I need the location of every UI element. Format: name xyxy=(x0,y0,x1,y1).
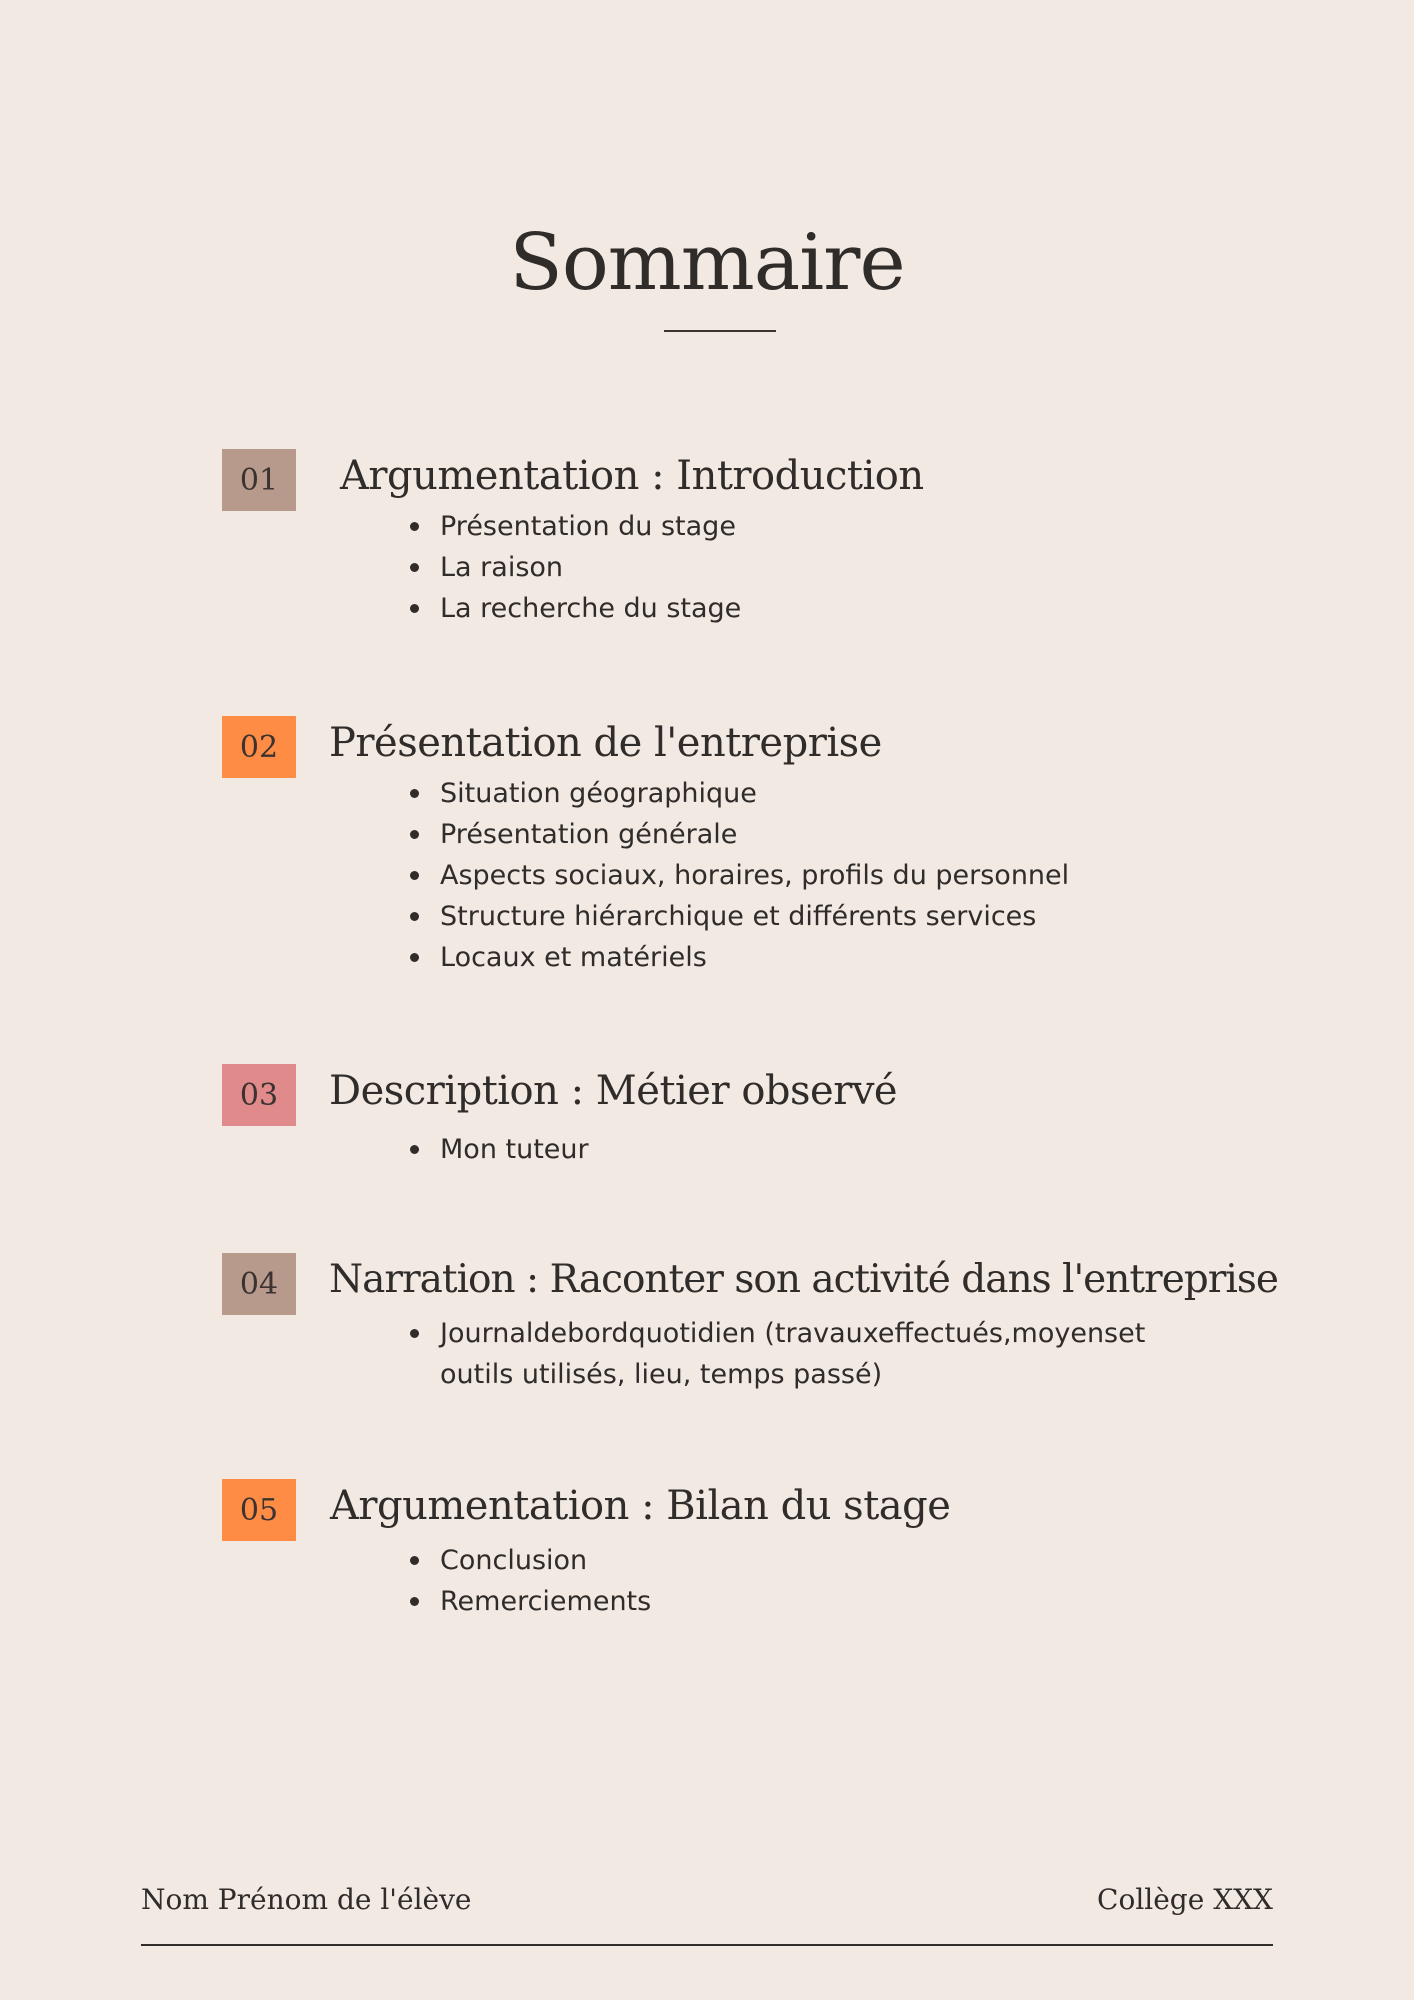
section-number: 05 xyxy=(239,1492,279,1528)
section-title: Présentation de l'entreprise xyxy=(329,720,882,766)
section-number-box xyxy=(222,1064,296,1126)
section-items xyxy=(410,1313,1145,1395)
section-number-box xyxy=(222,1253,296,1315)
student-name: Nom Prénom de l'élève xyxy=(141,1883,472,1916)
toc-section-4 xyxy=(222,1253,1302,1403)
section-items xyxy=(410,506,741,629)
list-item: Situation géographique xyxy=(410,773,1069,814)
toc-section-2 xyxy=(222,716,1302,996)
section-title: Argumentation : Bilan du stage xyxy=(330,1483,951,1529)
toc-section-5 xyxy=(222,1479,1302,1629)
list-item: Journaldebordquotidien (travauxeffectués,moyenset xyxy=(410,1313,1145,1354)
toc-section-1 xyxy=(222,449,1302,639)
list-item: Conclusion xyxy=(410,1540,651,1581)
section-items xyxy=(410,1540,651,1622)
list-item: Structure hiérarchique et différents services xyxy=(410,896,1069,937)
section-items xyxy=(410,1129,589,1170)
section-number-box xyxy=(222,1479,296,1541)
section-title: Narration : Raconter son activité dans l'entreprise xyxy=(329,1257,1278,1302)
list-item: Remerciements xyxy=(410,1581,651,1622)
list-item: Présentation du stage xyxy=(410,506,741,547)
toc-section-3 xyxy=(222,1064,1302,1184)
footer-divider xyxy=(141,1944,1273,1946)
list-item: La raison xyxy=(410,547,741,588)
section-number: 02 xyxy=(239,729,279,765)
section-number: 04 xyxy=(239,1266,279,1302)
section-number-box xyxy=(222,716,296,778)
page-title: Sommaire xyxy=(509,218,905,308)
section-number: 01 xyxy=(239,462,279,498)
section-title: Argumentation : Introduction xyxy=(340,453,924,499)
school-name: Collège XXX xyxy=(1097,1883,1273,1916)
section-title: Description : Métier observé xyxy=(329,1068,898,1114)
section-number: 03 xyxy=(239,1077,279,1113)
section-number-box xyxy=(222,449,296,511)
list-item: Présentation générale xyxy=(410,814,1069,855)
title-underline xyxy=(664,330,776,332)
list-item: Mon tuteur xyxy=(410,1129,589,1170)
list-item: Locaux et matériels xyxy=(410,937,1069,978)
list-item: La recherche du stage xyxy=(410,588,741,629)
list-item-continuation: outils utilisés, lieu, temps passé) xyxy=(440,1359,883,1390)
section-items xyxy=(410,773,1069,978)
list-item: Aspects sociaux, horaires, profils du personnel xyxy=(410,855,1069,896)
